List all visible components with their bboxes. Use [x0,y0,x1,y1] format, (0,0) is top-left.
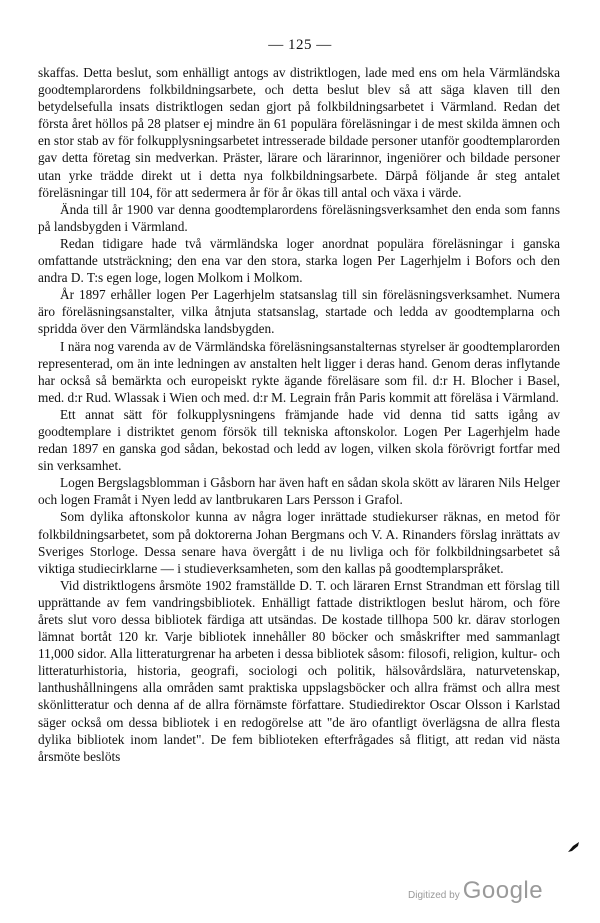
paragraph: Logen Bergslagsblomman i Gåsborn har även haft en sådan skola skött av läraren Nils Helger och logen Framåt i Nyen ledd av lantbrukaren Lars Persson i Grafol. [38,475,560,508]
paragraph: Som dylika aftonskolor kunna av några loger inrättade studiekurser räknas, en metod för folkbildningsarbetet, som på doktorerna Johan Bergmans och V. A. Rinanders förslag inrättats av Sveriges Storloge. Dessa senare hava övergått i de nu livliga och för folkbildningsarbetet så viktiga studiecirklarne — i studieverksamheten, som den kallas på goodtemplarspråket. [38,509,560,576]
watermark-prefix: Digitized by [408,890,460,901]
google-logo: Google [462,877,544,904]
paragraph: År 1897 erhåller logen Per Lagerhjelm statsanslag till sin föreläsningsverksamhet. Numera äro föreläsningsanstalter, vilka åtnjuta statsanslag, startade och ledda av goodtemplarna och spridda över den Värmländska landsbygden. [38,287,560,337]
paragraph: Ända till år 1900 var denna goodtemplarordens föreläsningsverksamhet den enda som fanns på landsbygden i Värmland. [38,201,560,234]
body-text [38,64,560,765]
paragraph: Ett annat sätt för folkupplysningens främjande hade vid denna tid satts igång av goodtemplare i distriktet genom försök till tekniska aftonskolor. Logen Per Lagerhjelm hade redan 1897 en ganska god sådan, bekostad och ledd av logen, vilken skola förövrigt fortfar med sin verksamhet. [38,406,560,474]
paragraph: skaffas. Detta beslut, som enhälligt antogs av distriktlogen, lade med ens om hela Värmländska goodtemplarordens folkbildningsarbete, och detta beslut blev så att säga klaven till den betydelsefulla insats distriktlogen sedan gjort på folkbildningsarbetet i Värmland. Redan det första året höllos på 28 platser ej mindre än 61 populära föreläsningar i de mest skilda ämnen och en stor stab av för folkupplysningsarbetet intresserade bildade personer utanför goodtemplarorden gav detta företag sin medverkan. Präster, lärare och lärarinnor, ingeniörer och bildade personer utan yrke trädde direkt ut i detta nya folkbildningsarbete. Därpå följande år steg antalet föreläsningar till 104, för att sedermera år för år ökas till antal och växa i värde. [38,65,560,200]
ink-mark-icon [567,840,581,854]
digitized-watermark [408,877,543,905]
paragraph: Vid distriktlogens årsmöte 1902 framställde D. T. och läraren Ernst Strandman ett förslag till upprättande av fem vandringsbibliotek. Enhälligt fattade distriktlogen beslut härom, och före årets slut voro dessa bibliotek färdiga att utsändas. De kostade tillhopa 500 kr. därav storlogen lämnat bortåt 120 kr. Varje bibliotek innehåller 80 böcker och småskrifter med sammanlagt 11,000 sidor. Alla litteraturgrenar ha arbeten i dessa bibliotek såsom: filosofi, religion, kultur- och litteraturhistoria, historia, geografi, sociologi och politik, hälsovårdslära, naturvetenskap, lanthushållningens alla områden samt praktiska uppslagsböcker och allra främst och allra mest skönlitteratur och denna af de allra förnämste författare. Studiedirektor Oscar Olsson i Karlstad säger också om dessa bibliotek i en redogörelse att "de äro ofantligt överlägsna de allra flesta dylika bibliotek inom landet". De fem biblioteken efterfrågades så flitigt, att redan vid nästa årsmöte beslöts [38,577,560,764]
page-number: — 125 — [268,37,332,53]
paragraph: Redan tidigare hade två värmländska loger anordnat populära föreläsningar i ganska omfattande utsträckning; den ena var den stora, starka logen Per Lagerhjelm i Bofors och den andra D. T:s egen loge, logen Molkom i Molkom. [38,235,560,286]
paragraph: I nära nog varenda av de Värmländska föreläsningsanstalternas styrelser är goodtemplarorden representerad, om än inte ledningen av anstalten helt ligger i deras hand. Genom deras inflytande har också så bemärkta och europeiskt rykte ägande föreläsare som fil. d:r H. Blocher i Basel, med. d:r Rud. Wlassak i Wien och med. d:r M. Legrain från Paris kommit att föreläsa i Värmland. [38,338,560,405]
